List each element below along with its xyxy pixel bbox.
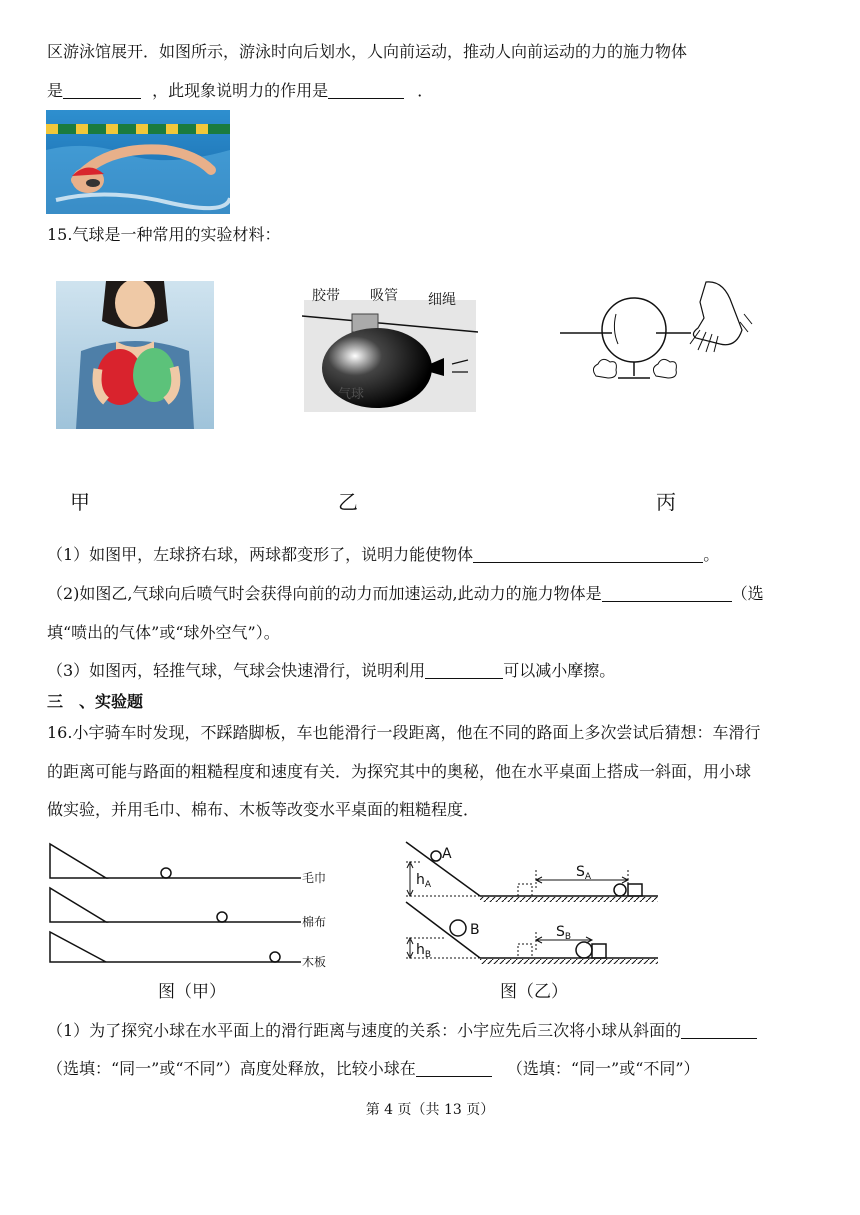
q15-s3-text: （3）如图丙，轻推气球，气球会快速滑行，说明利用: [47, 661, 426, 680]
fig-yi-caption: 图（乙）: [500, 982, 568, 1002]
surface-label-cotton: 棉布: [302, 915, 327, 929]
ramps-figure-yi: [396, 840, 662, 972]
q15-s2-text: （2)如图乙,气球向后喷气时会获得向前的动力而加速运动,此动力的施力物体是: [47, 584, 602, 603]
q16-s1-text: （1）为了探究小球在水平面上的滑行距离与速度的关系：小宇应先后三次将小球从斜面的: [47, 1021, 682, 1040]
q14-text-c: ．: [417, 81, 434, 100]
q15-sub2-cont: 填“喷出的气体”或“球外空气”）。: [47, 623, 280, 642]
answer-blank[interactable]: [473, 546, 703, 563]
balloon-hovercraft-figure: [556, 278, 756, 400]
q14-text-a: 是: [47, 81, 64, 100]
q15-sub1: [47, 544, 820, 566]
q15-sub3: [47, 660, 820, 682]
swimmer-photo: [46, 110, 230, 214]
q15-s2-text-b: （选: [731, 584, 764, 603]
section-heading: 三 、实验题: [47, 692, 144, 711]
answer-blank[interactable]: [425, 662, 503, 679]
q16-s1-text-c: （选填：“同一”或“不同”）: [506, 1059, 700, 1078]
fig-label-tape: 胶带: [312, 288, 340, 304]
q14-line1: 区游泳馆展开．如图所示，游泳时向后划水，人向前运动，推动人向前运动的力的施力物体: [47, 42, 688, 61]
ball-label-b: B: [470, 922, 480, 938]
distance-label-sa: $S_A$: [576, 864, 592, 882]
height-label-hb: $h_B$: [416, 942, 432, 960]
q16-s1-text-b: （选填：“同一”或“不同”）高度处释放，比较小球在: [47, 1059, 416, 1078]
fig-label-string: 细绳: [428, 292, 456, 308]
q16-para3: 做实验，并用毛巾、棉布、木板等改变水平桌面的粗糙程度．: [47, 800, 480, 819]
caption-bing: 丙: [656, 490, 676, 514]
ramps-figure-jia: [46, 842, 358, 972]
surface-label-towel: 毛巾: [302, 871, 327, 885]
girl-balloons-photo: [56, 281, 214, 429]
height-label-ha: $h_A$: [416, 872, 432, 890]
distance-label-sb: $S_B$: [556, 924, 572, 942]
answer-blank[interactable]: [328, 82, 404, 99]
q15-title: 15.气球是一种常用的实验材料：: [47, 225, 281, 244]
balloon-rocket-figure: [302, 280, 478, 414]
answer-blank[interactable]: [602, 585, 732, 602]
answer-blank[interactable]: [416, 1060, 492, 1077]
surface-label-board: 木板: [302, 955, 327, 969]
fig-jia-caption: 图（甲）: [158, 982, 226, 1002]
q16-para2: 的距离可能与路面的粗糙程度和速度有关．为探究其中的奥秘，他在水平桌面上搭成一斜面，用小球: [47, 762, 752, 781]
q15-s1-end: 。: [703, 545, 720, 564]
q16-para1: 16.小宇骑车时发现，不踩踏脚板，车也能滑行一段距离，他在不同的路面上多次尝试后猜想：车滑行: [47, 723, 761, 742]
q14-line2: [47, 80, 820, 102]
fig-label-balloon: 气球: [338, 387, 365, 402]
page-footer: 第 4 页（共 13 页）: [365, 1102, 495, 1118]
q14-text-b: ，此现象说明力的作用是: [152, 81, 329, 100]
q16-sub1-cont: [47, 1058, 820, 1080]
ball-label-a: A: [442, 846, 452, 862]
caption-jia: 甲: [70, 490, 90, 514]
q15-s3-end: 可以减小摩擦。: [503, 661, 616, 680]
answer-blank[interactable]: [681, 1022, 757, 1039]
answer-blank[interactable]: [63, 82, 141, 99]
q15-sub2: [47, 583, 820, 605]
fig-label-straw: 吸管: [370, 288, 398, 304]
q16-sub1: [47, 1020, 820, 1042]
q15-s1-text: （1）如图甲，左球挤右球，两球都变形了，说明力能使物体: [47, 545, 474, 564]
caption-yi: 乙: [338, 490, 358, 514]
